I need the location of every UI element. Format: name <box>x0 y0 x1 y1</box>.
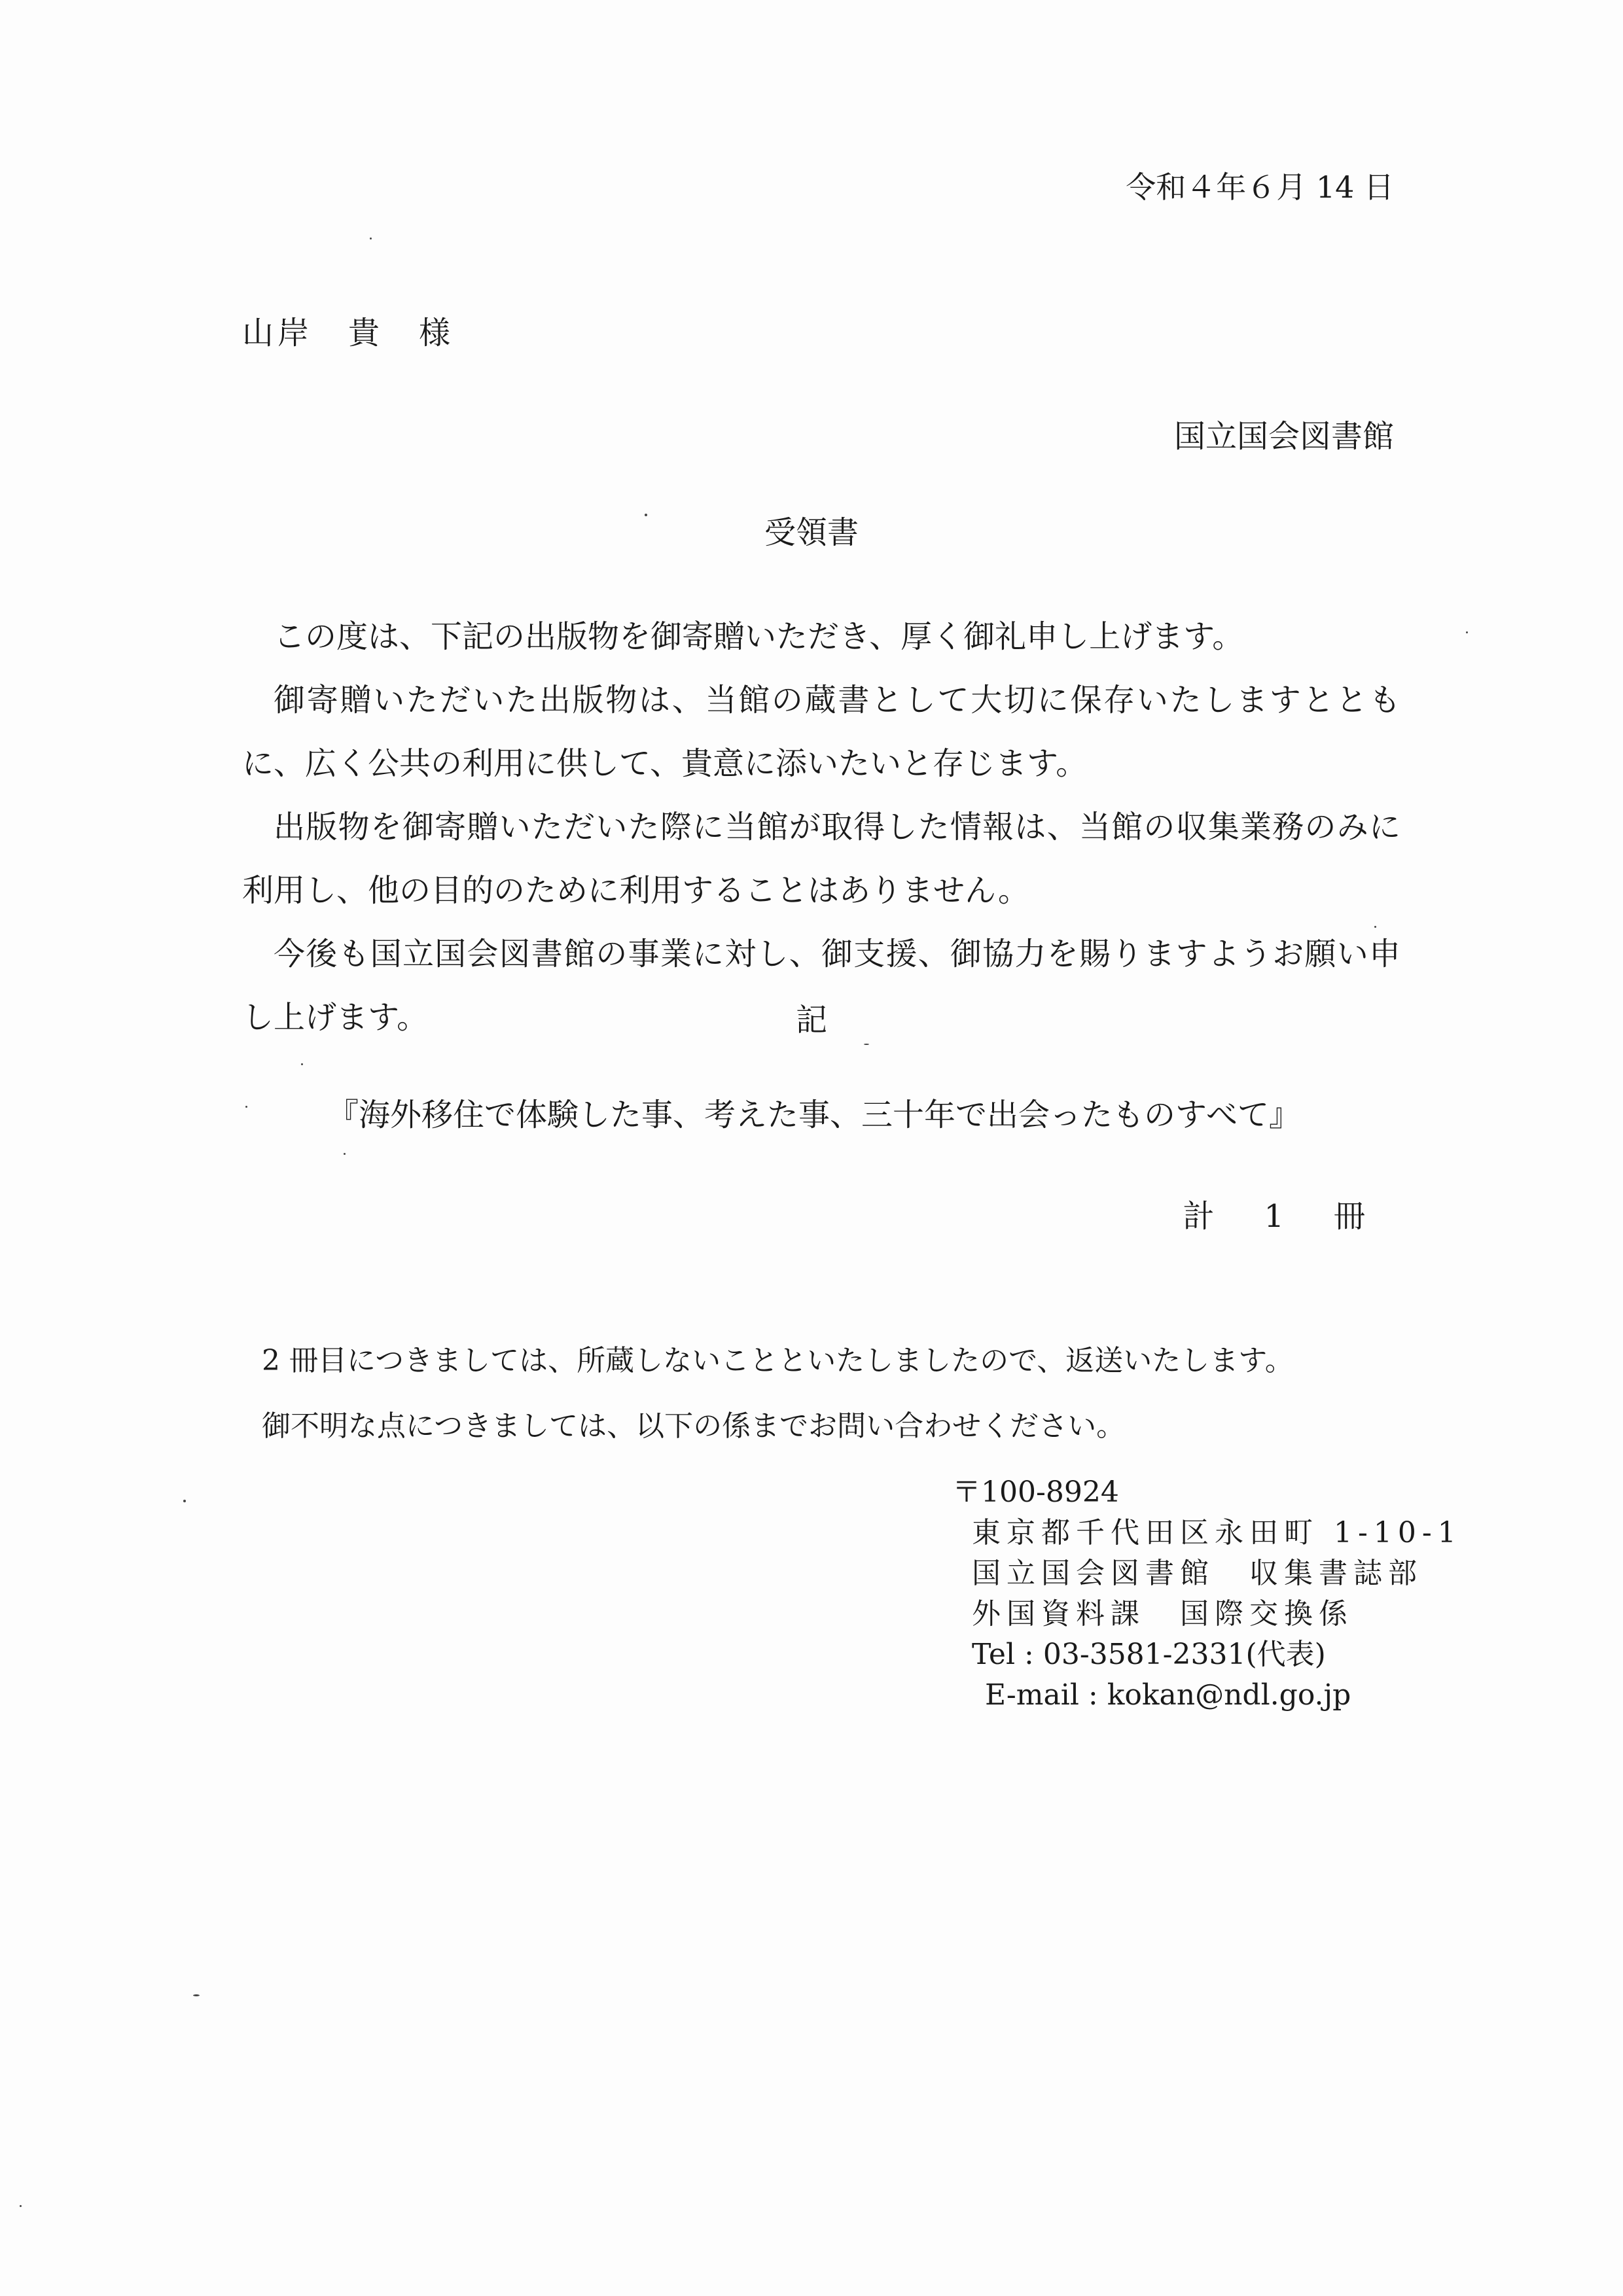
note-line: 2 冊目につきましては、所蔵しないことといたしましたので、返送いたします。 <box>262 1344 1294 1377</box>
scan-speck <box>645 514 647 516</box>
contact-block <box>952 1472 1463 1716</box>
scan-speck <box>183 1500 186 1502</box>
letter-date: 令和４年６月 14 日 <box>1126 169 1394 205</box>
body-paragraph: 出版物を御寄贈いただいた際に当館が取得した情報は、当館の収集業務のみに利用し、他の目的のために利用することはありません。 <box>242 809 1400 909</box>
postal-code: 〒100-8924 <box>952 1475 1119 1509</box>
contact-phone: Tel : 03-3581-2331(代表) <box>972 1638 1326 1671</box>
scan-speck <box>1374 926 1376 928</box>
scan-speck <box>370 238 372 239</box>
note-line: 御不明な点につきましては、以下の係までお問い合わせください。 <box>262 1409 1126 1443</box>
volume-total: 計 1 冊 <box>1183 1198 1374 1235</box>
contact-email: E-mail : kokan@ndl.go.jp <box>985 1678 1351 1712</box>
scan-speck <box>245 1106 247 1108</box>
body-paragraph: この度は、下記の出版物を御寄贈いただき、厚く御礼申し上げます。 <box>274 618 1244 655</box>
document-title: 受領書 <box>764 514 859 551</box>
body-paragraph: 御寄贈いただいた出版物は、当館の蔵書として大切に保存いたしますとともに、広く公共の利用に供して、貴意に添いたいと存じます。 <box>242 682 1400 782</box>
scan-speck <box>1466 631 1468 633</box>
scan-speck <box>864 1044 869 1045</box>
contact-address: 東京都千代田区永田町 1-10-1 <box>972 1516 1462 1549</box>
book-title: 『海外移住で体験した事、考えた事、三十年で出会ったものすべて』 <box>327 1097 1301 1133</box>
scan-speck <box>344 1153 346 1155</box>
scan-speck <box>193 1994 200 1996</box>
body-paragraph: 今後も国立国会図書館の事業に対し、御支援、御協力を賜りますようお願い申し上げます。 <box>242 936 1400 1036</box>
letter-body <box>242 605 1400 1050</box>
record-heading: 記 <box>795 1002 827 1038</box>
sender-name: 国立国会図書館 <box>1173 418 1394 455</box>
contact-organization: 国立国会図書館 収集書誌部 <box>972 1557 1423 1590</box>
recipient-name: 山岸 貴 様 <box>242 315 455 351</box>
notes-block <box>262 1328 1294 1459</box>
scan-speck <box>20 2205 22 2207</box>
contact-section: 外国資料課 国際交換係 <box>972 1597 1353 1631</box>
scan-speck <box>301 1063 303 1065</box>
